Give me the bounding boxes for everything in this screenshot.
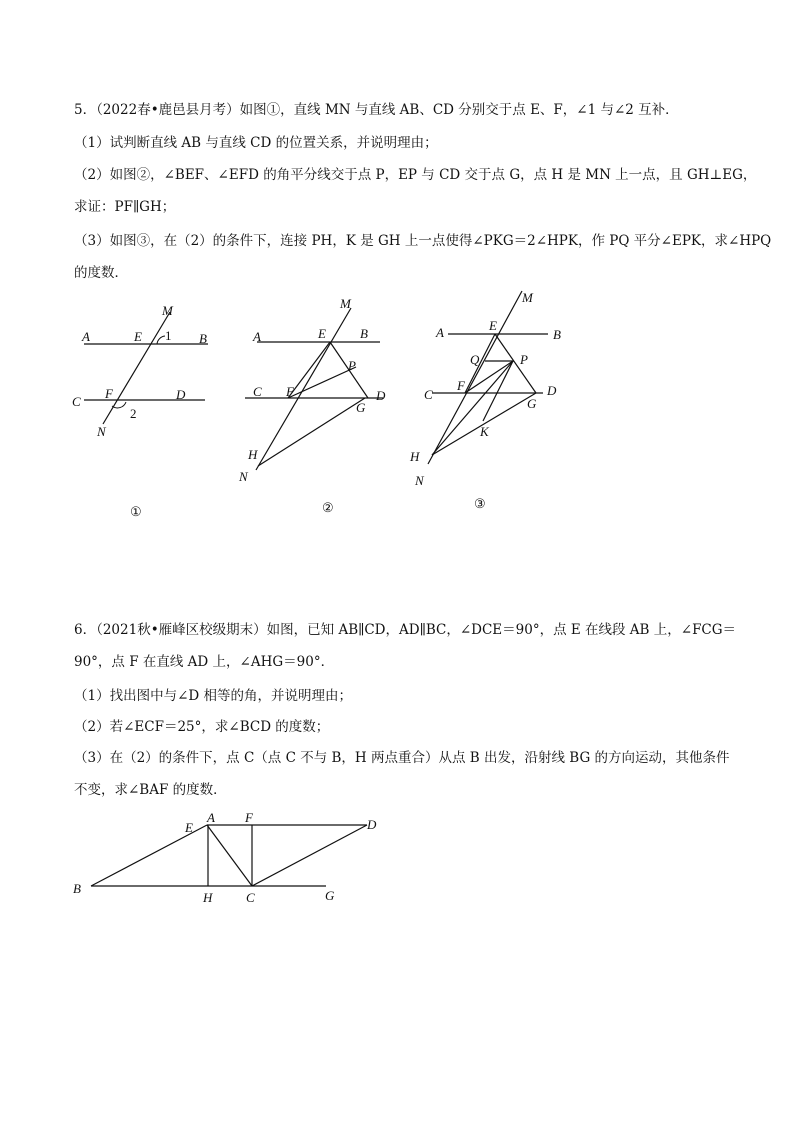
figure-3 <box>409 290 561 511</box>
p5-part3: （3）如图③，在（2）的条件下，连接 PH，K 是 GH 上一点使得∠PKG＝2∠HPK，作 PQ 平分∠EPK，求∠HPQ <box>74 233 772 249</box>
fig2-label-F: F <box>286 384 294 399</box>
p6-part1: （1）找出图中与∠D 相等的角，并说明理由； <box>74 688 353 704</box>
fig6-label-C: C <box>246 890 255 905</box>
fig2-label-E: E <box>318 326 326 341</box>
fig6-label-F: F <box>245 810 253 825</box>
fig3-label-G: G <box>527 396 537 411</box>
fig2-label-H: H <box>248 447 258 462</box>
fig1-label-C: C <box>72 394 81 409</box>
p6-statement-cont: 90°，点 F 在直线 AD 上，∠AHG＝90°． <box>74 654 335 670</box>
fig2-label-A: A <box>253 329 261 344</box>
p6-part3-cont: 不变，求∠BAF 的度数． <box>74 782 227 798</box>
fig6-label-E: E <box>185 820 193 835</box>
fig2-label-G: G <box>356 400 366 415</box>
fig3-label-Q: Q <box>470 352 480 367</box>
fig3-label-N: N <box>415 473 424 488</box>
fig1-label-E: E <box>134 329 142 344</box>
fig3-label-M: M <box>522 290 533 305</box>
fig3-label-C: C <box>424 387 433 402</box>
figure-problem-6 <box>73 810 377 905</box>
fig3-label-E: E <box>489 318 497 333</box>
fig2-label-N: N <box>239 469 248 484</box>
fig1-label-angle1: 1 <box>165 328 172 343</box>
fig2-label-D: D <box>376 388 386 403</box>
fig6-label-A: A <box>207 810 215 825</box>
p5-part3-cont: 的度数． <box>74 265 128 281</box>
p6-part3: （3）在（2）的条件下，点 C（点 C 不与 B，H 两点重合）从点 B 出发，沿射线 BG 的方向运动，其他条件 <box>74 750 730 766</box>
p6-part2: （2）若∠ECF＝25°，求∠BCD 的度数； <box>74 719 330 735</box>
fig3-label-P: P <box>520 352 528 367</box>
fig6-label-G: G <box>325 888 335 903</box>
fig3-label-D: D <box>547 383 557 398</box>
fig1-label-B: B <box>199 331 207 346</box>
fig3-label-F: F <box>457 378 465 393</box>
fig1-label-N: N <box>97 424 106 439</box>
fig1-label-M: M <box>162 303 173 318</box>
fig1-label-F: F <box>105 386 113 401</box>
fig2-label-P: P <box>348 358 356 373</box>
fig3-label-A: A <box>436 325 444 340</box>
fig3-label-H: H <box>410 449 420 464</box>
fig1-label-A: A <box>82 329 90 344</box>
figure-2 <box>238 296 386 515</box>
fig2-caption: ② <box>322 500 334 515</box>
fig1-label-D: D <box>176 387 186 402</box>
fig1-label-angle2: 2 <box>130 406 137 421</box>
fig3-caption: ③ <box>474 496 486 511</box>
fig6-label-B: B <box>73 881 81 896</box>
fig6-label-D: D <box>367 817 377 832</box>
fig2-label-C: C <box>253 384 262 399</box>
fig3-label-B: B <box>553 327 561 342</box>
p5-part2-cont: 求证：PF∥GH； <box>74 199 176 215</box>
fig2-label-B: B <box>360 326 368 341</box>
p6-statement: 6．（2021秋•雁峰区校级期末）如图，已知 AB∥CD，AD∥BC，∠DCE＝90°，点 E 在线段 AB 上，∠FCG＝ <box>74 622 737 638</box>
fig6-label-H: H <box>203 890 213 905</box>
figure-1 <box>72 303 208 519</box>
fig2-label-M: M <box>340 296 351 311</box>
p5-part2: （2）如图②，∠BEF、∠EFD 的角平分线交于点 P，EP 与 CD 交于点 G，点 H 是 MN 上一点，且 GH⊥EG， <box>74 167 757 183</box>
fig1-caption: ① <box>130 504 142 519</box>
fig3-label-K: K <box>480 424 489 439</box>
p5-part1: （1）试判断直线 AB 与直线 CD 的位置关系，并说明理由； <box>74 135 438 151</box>
p5-statement: 5．（2022春•鹿邑县月考）如图①，直线 MN 与直线 AB、CD 分别交于点 E、F，∠1 与∠2 互补． <box>74 102 679 118</box>
